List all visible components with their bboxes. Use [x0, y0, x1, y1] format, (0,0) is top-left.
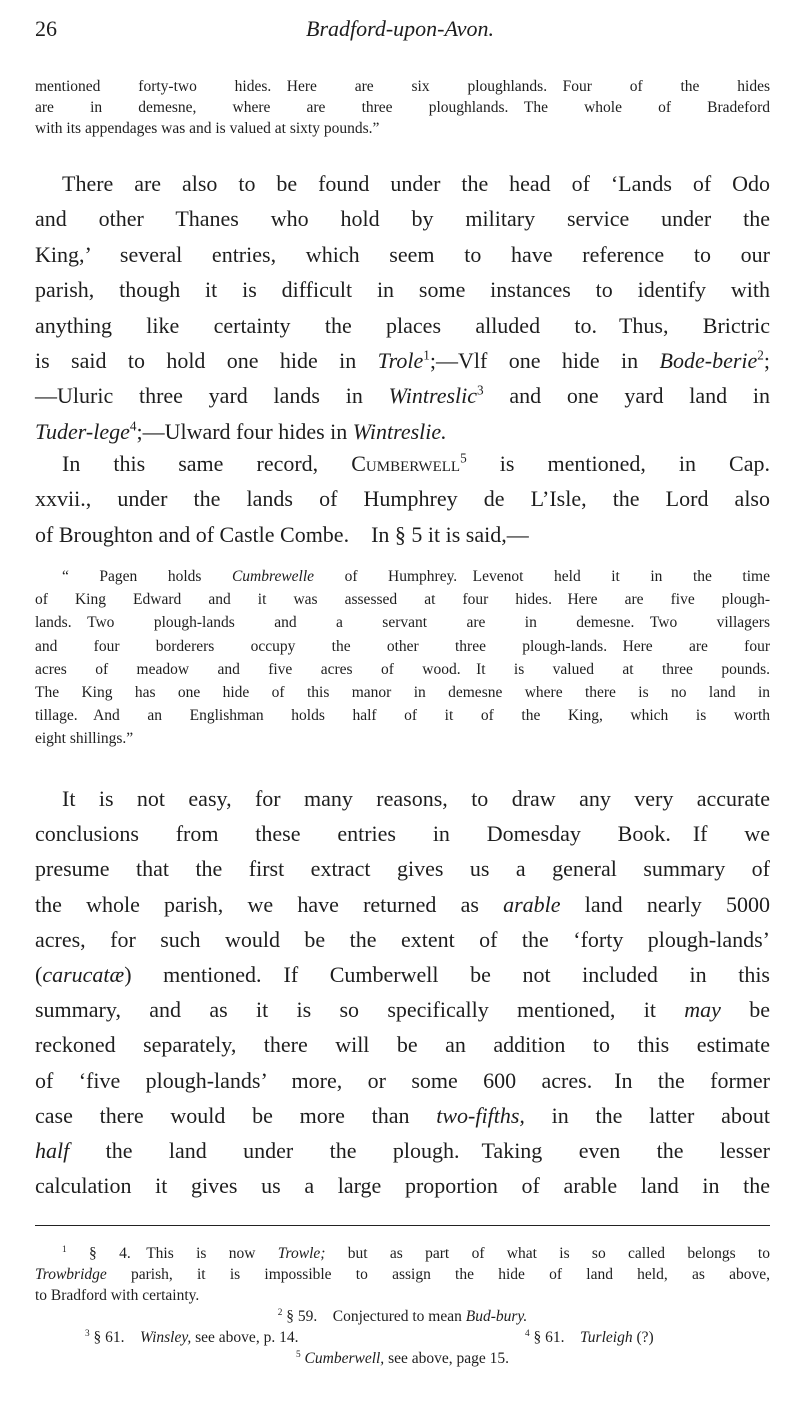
italic-text: Trole	[377, 348, 424, 374]
text-run: to Bradford with certainty.	[35, 1287, 200, 1304]
text-run: and other Thanes who hold by military service under the	[35, 206, 770, 232]
text-run: of Broughton and of Castle Combe. In § 5 it is said,—	[35, 521, 529, 547]
footnote-marker: 3	[477, 383, 484, 399]
italic-text: Wintreslie.	[352, 418, 447, 444]
italic-text: Trowle;	[277, 1245, 326, 1262]
text-line	[35, 658, 770, 681]
running-title: Bradford-upon-Avon.	[306, 16, 494, 41]
text-line	[35, 611, 770, 634]
text-line	[35, 201, 770, 236]
text-run: be	[720, 997, 770, 1023]
text-run: anything like certainty the places alluded to. Thus, Brictric	[35, 312, 770, 338]
text-run: land nearly 5000	[560, 891, 770, 917]
text-line	[35, 1264, 770, 1285]
text-run: (	[35, 962, 43, 988]
text-run: is mentioned, in Cap.	[466, 451, 770, 476]
italic-text: Trowbridge	[35, 1266, 107, 1283]
text-run: mentioned forty-two hides. Here are six ploughlands. Four of the hides	[35, 78, 770, 95]
text-line	[35, 1133, 770, 1168]
italic-text: Bode-berie	[659, 348, 758, 374]
text-line	[35, 272, 770, 307]
text-line	[35, 446, 770, 481]
text-run: in the latter about	[524, 1102, 771, 1128]
italic-text: may	[684, 997, 721, 1023]
text-line	[35, 922, 770, 957]
footnote-marker: 5	[296, 1349, 301, 1360]
footnote-marker: 5	[460, 450, 467, 466]
text-run: presume that the first extract gives us a general summary of	[35, 856, 770, 882]
text-line	[35, 957, 770, 992]
text-run: acres of meadow and five acres of wood. It is valued at three pounds.	[35, 660, 770, 678]
italic-text: Tuder-lege	[35, 418, 130, 444]
text-run: It is not easy, for many reasons, to draw any very accurate	[62, 786, 770, 811]
text-run: ;—Vlf one hide in	[429, 348, 660, 374]
paragraph	[35, 565, 770, 751]
text-run: § 61.	[89, 1329, 141, 1346]
text-line	[35, 635, 770, 658]
text-run: and four borderers occupy the other three plough-lands. Here are four	[35, 637, 770, 655]
text-run: —Uluric three yard lands in	[35, 383, 389, 409]
text-line	[35, 588, 770, 611]
text-run: conclusions from these entries in Domesday Book. If we	[35, 821, 770, 847]
italic-text: half	[35, 1138, 70, 1164]
text-line	[35, 414, 770, 449]
text-run: ) mentioned. If Cumberwell be not included in this	[124, 962, 770, 988]
text-line	[35, 887, 770, 922]
text-line	[35, 237, 770, 272]
text-line	[35, 97, 770, 118]
text-line	[35, 517, 770, 552]
footnote-marker: 4	[129, 418, 137, 434]
text-line	[35, 565, 770, 588]
text-line	[35, 378, 770, 413]
text-line	[35, 1063, 770, 1098]
text-run: calculation it gives us a large proportion of arable land in the	[35, 1173, 770, 1199]
paragraph	[35, 446, 770, 552]
text-run: the whole parish, we have returned as	[35, 891, 504, 917]
text-run: case there would be more than	[35, 1102, 437, 1128]
text-run: xxvii., under the lands of Humphrey de L’Isle, the Lord also	[35, 486, 770, 512]
text-line	[35, 992, 770, 1027]
footnote-marker: 3	[85, 1328, 90, 1339]
italic-text: arable	[503, 891, 561, 917]
text-run: parish, though it is difficult in some instances to identify with	[35, 277, 770, 303]
italic-text: Bud-bury.	[465, 1308, 528, 1325]
text-line	[35, 481, 770, 516]
text-run: acres, for such would be the extent of the ‘forty plough-lands’	[35, 926, 770, 952]
italic-text: Wintreslic	[388, 383, 478, 409]
footnote-marker: 4	[525, 1328, 530, 1339]
text-line	[35, 704, 770, 727]
text-run: see above, page 15.	[384, 1350, 509, 1367]
text-run: The King has one hide of this manor in demesne where there is no land in	[35, 684, 770, 702]
italic-text: carucatæ	[42, 962, 125, 988]
text-run: King,’ several entries, which seem to have reference to our	[35, 241, 770, 267]
text-run: “ Pagen holds	[62, 568, 232, 585]
text-line	[35, 118, 770, 139]
small-caps-text: Cumberwell	[351, 451, 461, 476]
text-run: see above, p. 14.	[191, 1329, 299, 1346]
text-line	[35, 781, 770, 816]
text-run: (?)	[632, 1329, 654, 1346]
text-run: ;	[763, 348, 770, 374]
text-run: § 59. Conjectured to mean	[282, 1308, 466, 1325]
paragraph	[35, 781, 770, 1203]
text-run: There are also to be found under the head of ‘Lands of Odo	[62, 171, 770, 196]
text-line	[35, 1243, 770, 1264]
footnote-marker: 2	[277, 1307, 283, 1318]
footnote-row	[35, 1327, 770, 1348]
text-line	[35, 343, 770, 378]
text-run: of King Edward and it was assessed at four hides. Here are five plough-	[35, 591, 770, 609]
italic-text: two-fifths,	[436, 1102, 525, 1128]
text-line	[525, 1327, 654, 1348]
footnote-list	[35, 1243, 770, 1369]
text-run: of Humphrey. Levenot held it in the time	[314, 568, 770, 585]
text-line	[35, 1306, 770, 1327]
text-line	[35, 851, 770, 886]
text-line	[85, 1327, 525, 1348]
text-run: parish, it is impossible to assign the hide of land held, as above,	[106, 1266, 770, 1283]
footnote-rule	[35, 1225, 770, 1226]
text-run: the land under the plough. Taking even the lesser	[69, 1138, 770, 1164]
text-run: eight shillings.”	[35, 730, 134, 748]
italic-text: Cumberwell,	[304, 1350, 385, 1367]
text-line	[35, 308, 770, 343]
italic-text: Winsley,	[140, 1329, 192, 1346]
italic-text: Cumbrewelle	[231, 568, 315, 585]
text-line	[35, 1168, 770, 1203]
footnote-marker: 2	[757, 347, 764, 363]
page-number: 26	[35, 16, 57, 41]
text-line	[35, 681, 770, 704]
text-line	[35, 1348, 770, 1369]
text-line	[35, 1027, 770, 1062]
text-run: is said to hold one hide in	[35, 348, 378, 374]
text-run: reckoned separately, there will be an addition to this estimate	[35, 1032, 770, 1058]
text-run: and one yard land in	[483, 383, 771, 409]
footnote-marker: 1	[423, 347, 430, 363]
text-line	[35, 76, 770, 97]
text-line	[35, 166, 770, 201]
text-line	[35, 1098, 770, 1133]
text-run: In this same record,	[62, 451, 352, 476]
text-run: are in demesne, where are three ploughlands. The whole of Bradeford	[35, 99, 770, 116]
text-run: § 4. This is now	[66, 1245, 278, 1262]
text-run: § 61.	[529, 1329, 581, 1346]
footnote-marker: 1	[62, 1244, 67, 1255]
text-line	[35, 1285, 770, 1306]
text-line	[35, 816, 770, 851]
text-run: tillage. And an Englishman holds half of it of the King, which is worth	[35, 707, 770, 725]
paragraph	[35, 166, 770, 449]
text-run: ;—Ulward four hides in	[136, 418, 353, 444]
text-run: lands. Two plough-lands and a servant are in demesne. Two villagers	[35, 614, 770, 632]
text-run: of ‘five plough-lands’ more, or some 600 acres. In the former	[35, 1067, 770, 1093]
text-run: with its appendages was and is valued at sixty pounds.”	[35, 120, 380, 137]
text-run: summary, and as it is so specifically mentioned, it	[35, 997, 685, 1023]
text-run: but as part of what is so called belongs to	[325, 1245, 770, 1262]
italic-text: Turleigh	[580, 1329, 633, 1346]
paragraph	[35, 76, 770, 139]
text-line	[35, 727, 770, 750]
